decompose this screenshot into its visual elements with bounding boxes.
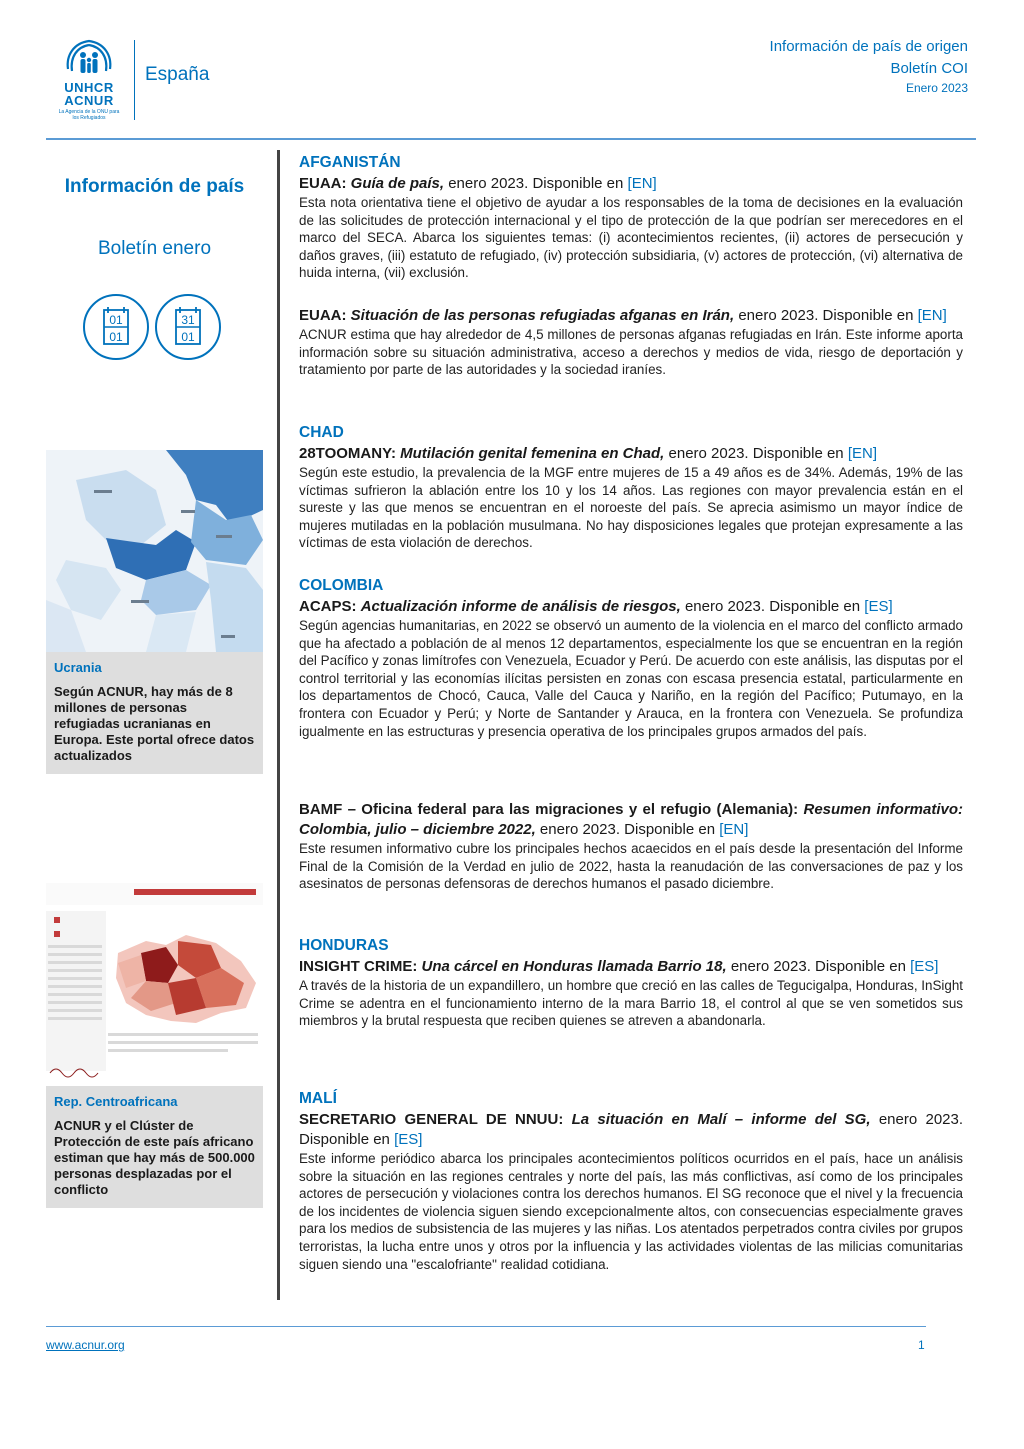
article-afganistan-iran <box>299 306 963 379</box>
ukraine-map-thumbnail[interactable] <box>46 450 263 652</box>
country-name: España <box>145 64 210 85</box>
article-date: enero 2023. Disponible en <box>299 1111 964 1148</box>
calendar-month: 01 <box>181 330 195 344</box>
article-body: Esta nota orientativa tiene el objetivo de ayudar a los responsables de la toma de decisiones en la evaluación de las solicitudes de protección internacional y el tipo de protección de la que podrían ser merecedores en el marco del SECA. Abarca los siguientes temas: (i) acontecimientos recientes, (ii) actores de persecución y daños graves, (iii) estatuto de refugiado, (iv) protección subsidiaria, (v) actores de protección, (vi) alternativa de huida interna, (vii) exclusión. <box>299 195 963 281</box>
section-honduras <box>299 935 963 1030</box>
article-title: La situación en Malí – informe del SG, <box>571 1111 871 1128</box>
article-body: Este resumen informativo cubre los principales hechos acaecidos en el país desde la presentación del Informe Final de la Comisión de la Verdad en julio de 2022, hasta la reanudación de las conversaciones de paz y los asesinatos de personas defensoras de derechos humanos el pasado diciembre. <box>299 841 963 892</box>
article-body: Según agencias humanitarias, en 2022 se observó un aumento de la violencia en el marco del conflicto armado que ha afectado a población de al menos 12 departamentos, especialmente los que se encuentran en la región del Pacífico y zonas limítrofes con Venezuela, Ecuador y Perú. De acuerdo con este análisis, las disputas por el control territorial y las economías ilícitas persisten en zonas con escasa presencia estatal, particularmente en los departamentos de Chocó, Cauca, Valle del Cauca y Nariño, en la región del Pacífico; Putumayo, en la frontera con Ecuador y Perú; y Norte de Santander y Arauca, en la frontera con Venezuela. Se profundiza igualmente en las estructuras y presencia operativa de los principales grupos armados del país. <box>299 618 963 739</box>
section-heading: AFGANISTÁN <box>299 154 401 171</box>
section-heading: MALÍ <box>299 1090 337 1107</box>
sidebar-title: Información de país <box>64 176 245 197</box>
logo-text-acnur: ACNUR <box>64 93 114 108</box>
article-date: enero 2023. Disponible en <box>684 598 861 615</box>
unhcr-emblem-icon <box>62 35 116 81</box>
header-date: Enero 2023 <box>905 81 968 95</box>
article-link[interactable]: [EN] <box>917 307 947 324</box>
car-card-title: Rep. Centroafricana <box>54 1094 178 1109</box>
article-source: INSIGHT CRIME: <box>299 958 418 975</box>
section-chad <box>299 422 963 552</box>
unhcr-logo <box>55 35 123 123</box>
header-info <box>770 36 968 96</box>
car-card-body: ACNUR y el Clúster de Protección de este país africano estiman que hay más de 500.000 personas desplazadas por el conflicto <box>54 1118 255 1197</box>
article-header <box>299 1110 963 1150</box>
article-source: SECRETARIO GENERAL DE NNUU: <box>299 1111 564 1128</box>
article-date: enero 2023. Disponible en <box>668 445 844 462</box>
article-link[interactable]: [ES] <box>910 958 939 975</box>
section-colombia <box>299 575 963 740</box>
section-mali <box>299 1088 963 1273</box>
calendar-icon <box>82 293 150 361</box>
calendar-day: 31 <box>181 313 195 327</box>
article-source: EUAA: <box>299 307 347 324</box>
article-title: Resumen informativo: Colombia, julio – diciembre 2022, <box>299 801 964 838</box>
ukraine-card[interactable] <box>46 652 263 774</box>
article-title: Una cárcel en Honduras llamada Barrio 18, <box>421 958 727 975</box>
car-map-thumbnail[interactable] <box>46 883 263 1086</box>
header-bulletin: Boletín COI <box>890 60 968 77</box>
article-link[interactable]: [ES] <box>864 598 893 615</box>
article-link[interactable]: [EN] <box>719 821 749 838</box>
article-body: Según este estudio, la prevalencia de la MGF entre mujeres de 15 a 49 años es de 34%. Además, 19% de las víctimas sufrieron la ablación entre los 10 y los 14 años. Las regiones con mayor prevalencia están en el sureste y las que menos se encuentran en el noroeste del país. Se aprecia asimismo un mayor índice de mujeres mutiladas en la población musulmana. No hay disposiciones legales que protejan expresamente a las víctimas de esta violación de derechos. <box>299 465 963 551</box>
sidebar-subtitle: Boletín enero <box>97 238 212 259</box>
calendar-day: 01 <box>109 313 123 327</box>
article-link[interactable]: [EN] <box>847 445 878 462</box>
article-header <box>299 800 963 840</box>
article-source: EUAA: <box>299 175 347 192</box>
section-heading: HONDURAS <box>299 937 389 954</box>
article-header <box>299 444 963 464</box>
article-title: Guía de país, <box>350 175 445 192</box>
article-body: Este informe periódico abarca los principales acontecimientos políticos ocurridos en el país, hace un análisis sobre la situación en las regiones centrales y norte del país, las más conflictivas, así como de los principales actores de persecución y violaciones contra los derechos humanos. El SG reconoce que el nivel y la frecuencia de los incidentes de violencia siguen siendo excepcionalmente altos, con consecuencias especialmente graves para los medios de subsistencia de las mujeres y las niñas. Los atentados perpetrados contra civiles por grupos terroristas, la lucha entre unos y otros por la influencia y las actividades violentas de las milicias comunitarias siguen siendo una "escalofriante" realidad cotidiana. <box>299 1151 963 1272</box>
article-source: ACAPS: <box>299 598 357 615</box>
footer-website-link[interactable]: www.acnur.org <box>46 1338 125 1352</box>
article-header <box>299 957 963 977</box>
section-heading: COLOMBIA <box>299 577 384 594</box>
page-number: 1 <box>918 1338 925 1352</box>
article-source: BAMF – Oficina federal para las migraciones y el refugio (Alemania): <box>299 801 799 818</box>
ukraine-card-body: Según ACNUR, hay más de 8 millones de personas refugiadas ucranianas en Europa. Este portal ofrece datos actualizados <box>54 684 255 763</box>
article-date: enero 2023. Disponible en <box>738 307 914 324</box>
article-colombia-bamf <box>299 800 963 893</box>
column-divider <box>277 150 280 1300</box>
logo-divider <box>134 40 135 120</box>
article-title: Mutilación genital femenina en Chad, <box>400 445 665 462</box>
article-link[interactable]: [EN] <box>627 175 657 192</box>
logo-tagline: La Agencia de la ONU para los Refugiados <box>58 109 120 121</box>
ukraine-card-title: Ucrania <box>54 660 102 675</box>
article-link[interactable]: [ES] <box>394 1131 423 1148</box>
article-body: A través de la historia de un expandillero, un hombre que creció en las calles de Tegucigalpa, Honduras, InSight Crime se adentra en el funcionamiento interno de la mara Barrio 18, el control al que se ven sometidos sus miembros y la brutal respuesta que reciben quienes se atreven a abandonarla. <box>299 978 963 1029</box>
article-header <box>299 306 963 326</box>
article-title: Actualización informe de análisis de riesgos, <box>360 598 681 615</box>
article-title: Situación de las personas refugiadas afganas en Irán, <box>350 307 735 324</box>
section-heading: CHAD <box>299 424 344 441</box>
article-header <box>299 174 963 194</box>
article-date: enero 2023. Disponible en <box>448 175 624 192</box>
article-date: enero 2023. Disponible en <box>730 958 906 975</box>
article-body: ACNUR estima que hay alrededor de 4,5 millones de personas afganas refugiadas en Irán. Este informe aporta información sobre su situación administrativa, acceso a derechos y medios de vida, riesgo de deportación y tratamiento por parte de las autoridades y la sociedad iraníes. <box>299 327 963 378</box>
calendar-icon <box>154 293 222 361</box>
section-afganistan <box>299 152 963 282</box>
logo-text-unhcr: UNHCR <box>64 80 114 95</box>
article-header <box>299 597 963 617</box>
footer-rule <box>46 1326 926 1327</box>
article-source: 28TOOMANY: <box>299 445 396 462</box>
header-doc-type: Información de país de origen <box>769 38 968 55</box>
calendar-month: 01 <box>109 330 123 344</box>
car-card[interactable] <box>46 1086 263 1208</box>
header-rule <box>46 138 976 140</box>
article-date: enero 2023. Disponible en <box>539 821 716 838</box>
